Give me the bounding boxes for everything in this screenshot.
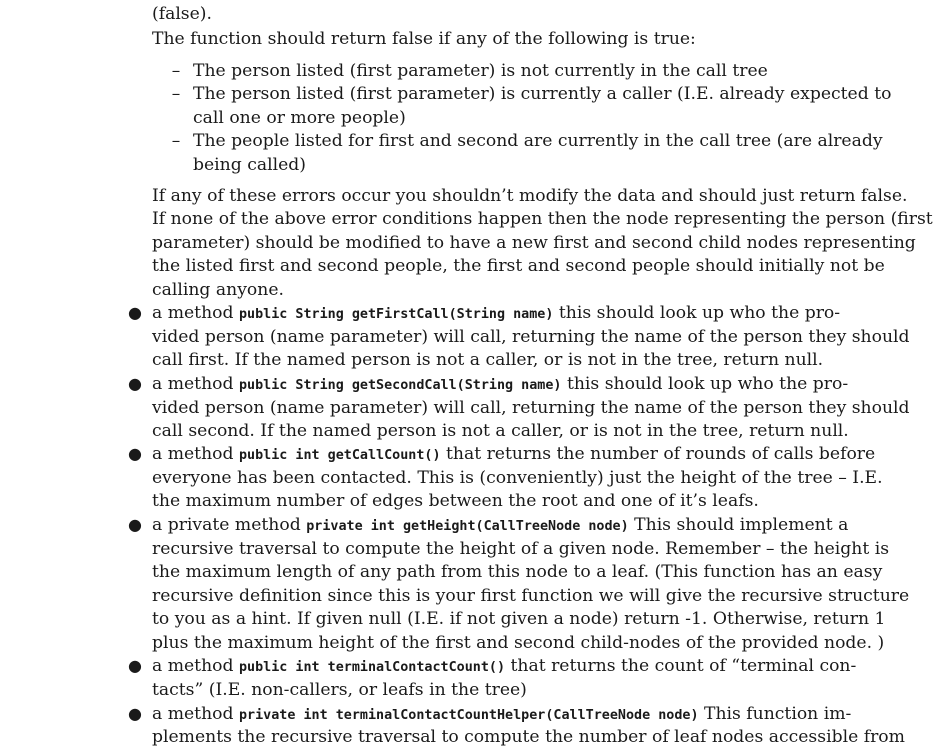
bullet-2-prefix: a method	[152, 374, 234, 394]
sub-bullet-dash-3: –	[171, 131, 181, 151]
paragraph-line-5: calling anyone.	[152, 280, 284, 300]
sub-bullet-2-line-2: call one or more people)	[193, 108, 406, 128]
bullet-1-prefix: a method	[152, 303, 234, 323]
bullet-1-line-3: call first. If the named person is not a caller, or is not in the tree, return null.	[152, 350, 824, 370]
bullet-1-line-1	[152, 301, 840, 325]
sub-bullet-3-line-1: The people listed for first and second are currently in the call tree (are already	[193, 131, 883, 151]
bullet-3-line-3: the maximum number of edges between the root and one of it’s leafs.	[152, 491, 759, 511]
bullet-1-line-2: vided person (name parameter) will call, returning the name of the person they should	[152, 327, 910, 347]
bullet-5-line-1	[152, 654, 856, 678]
bullet-6-icon: ●	[128, 704, 142, 723]
bullet-1-signature: public String getFirstCall(String name)	[238, 307, 554, 322]
bullet-2-suffix: this should look up who the pro-	[566, 374, 849, 394]
bullet-2-line-1	[152, 372, 848, 396]
bullet-1-icon: ●	[128, 303, 142, 322]
bullet-5-suffix: that returns the count of “terminal con-	[510, 656, 857, 676]
bullet-4-line-2: recursive traversal to compute the height of a given node. Remember – the height is	[152, 539, 890, 559]
paragraph-line-1: If any of these errors occur you shouldn’t modify the data and should just return false.	[152, 186, 908, 206]
bullet-4-signature: private int getHeight(CallTreeNode node)	[306, 519, 629, 534]
bullet-6-line-1	[152, 702, 851, 726]
bullet-4-line-4: recursive definition since this is your first function we will give the recursive structure	[152, 586, 910, 606]
sub-bullet-dash-1: –	[171, 61, 181, 81]
sub-bullet-3-line-2: being called)	[193, 155, 306, 175]
bullet-4-suffix: This should implement a	[634, 515, 849, 535]
bullet-4-line-3: the maximum length of any path from this node to a leaf. (This function has an easy	[152, 562, 883, 582]
bullet-4-line-5: to you as a hint. If given null (I.E. if not given a node) return -1. Otherwise, return 1	[152, 609, 886, 629]
bullet-3-line-2: everyone has been contacted. This is (conveniently) just the height of the tree – I.E.	[152, 468, 883, 488]
bullet-6-prefix: a method	[152, 704, 234, 724]
bullet-2-line-2: vided person (name parameter) will call, returning the name of the person they should	[152, 398, 910, 418]
bullet-3-suffix: that returns the number of rounds of calls before	[446, 444, 876, 464]
paragraph-line-4: the listed first and second people, the first and second people should initially not be	[152, 256, 885, 276]
bullet-2-signature: public String getSecondCall(String name)	[238, 378, 562, 393]
bullet-4-prefix: a private method	[152, 515, 301, 535]
bullet-6-signature: private int terminalContactCountHelper(CallTreeNode node)	[238, 708, 699, 723]
paragraph-line-3: parameter) should be modified to have a new first and second child nodes representing	[152, 233, 916, 253]
bullet-5-line-2: tacts” (I.E. non-callers, or leafs in the tree)	[152, 680, 527, 700]
bullet-5-icon: ●	[128, 656, 142, 675]
bullet-2-line-3: call second. If the named person is not a caller, or is not in the tree, return null.	[152, 421, 849, 441]
bullet-4-icon: ●	[128, 515, 142, 534]
bullet-5-signature: public int terminalContactCount()	[238, 660, 506, 675]
bullet-3-prefix: a method	[152, 444, 234, 464]
bullet-2-icon: ●	[128, 374, 142, 393]
bullet-4-line-1	[152, 513, 848, 537]
bullet-3-line-1	[152, 442, 875, 466]
bullet-1-suffix: this should look up who the pro-	[558, 303, 841, 323]
sub-bullet-1-line-1: The person listed (first parameter) is not currently in the call tree	[193, 61, 768, 81]
bullet-6-suffix: This function im-	[703, 704, 852, 724]
sub-bullet-2-line-1: The person listed (first parameter) is currently a caller (I.E. already expected to	[193, 84, 892, 104]
paragraph-line-2: If none of the above error conditions happen then the node representing the person (first	[152, 209, 933, 229]
bullet-4-line-6: plus the maximum height of the first and second child-nodes of the provided node. )	[152, 633, 885, 653]
bullet-6-line-2: plements the recursive traversal to compute the number of leaf nodes accessible from	[152, 727, 905, 747]
bullet-3-signature: public int getCallCount()	[238, 448, 441, 463]
bullet-5-prefix: a method	[152, 656, 234, 676]
sub-bullet-dash-2: –	[171, 84, 181, 104]
intro-line-2: The function should return false if any of the following is true:	[152, 29, 696, 49]
bullet-3-icon: ●	[128, 444, 142, 463]
intro-line-1: (false).	[152, 4, 212, 24]
